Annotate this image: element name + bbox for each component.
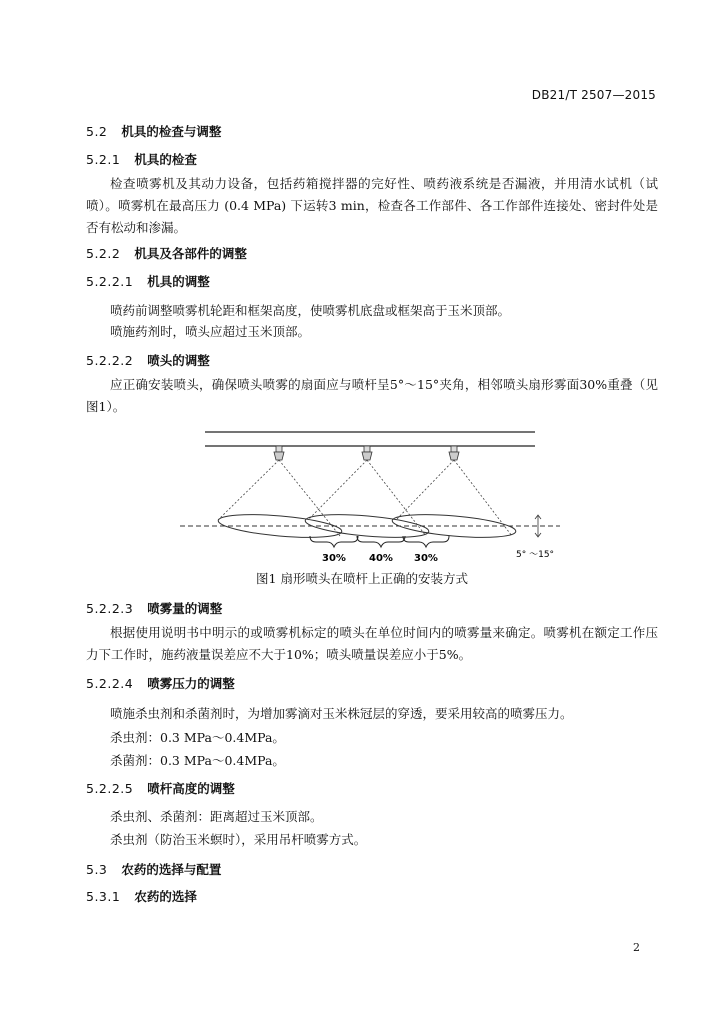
text-line: 喷施杀虫剂和杀菌剂时，为增加雾滴对玉米株冠层的穿透，要采用较高的喷雾压力。	[110, 706, 573, 721]
heading-title: 机具及各部件的调整	[134, 246, 247, 261]
heading-number: 5.2.2.3	[86, 601, 134, 616]
nozzle-right	[449, 446, 459, 460]
heading-title: 喷雾压力的调整	[147, 676, 235, 691]
heading-5-2-2-4	[86, 674, 235, 692]
paragraph-nozzle-adjust: 应正确安装喷头，确保喷头喷雾的扇面应与喷杆呈5°～15°夹角，相邻喷头扇形雾面30%重叠（见图1）。	[86, 377, 658, 414]
heading-5-2-2-3	[86, 599, 222, 617]
standard-code: DB21/T 2507—2015	[531, 88, 656, 102]
nozzle-middle	[362, 446, 372, 460]
heading-5-2-2-5	[86, 779, 235, 797]
heading-5-2	[86, 122, 221, 140]
heading-5-2-2-1	[86, 272, 210, 290]
text-line: 喷药前调整喷雾机轮距和框架高度，使喷雾机底盘或框架高于玉米顶部。	[110, 303, 511, 318]
heading-title: 农药的选择与配置	[121, 862, 222, 877]
page-number: 2	[633, 941, 640, 954]
heading-number: 5.2.2.2	[86, 353, 134, 368]
heading-5-3	[86, 860, 221, 878]
spray-fans	[218, 460, 512, 536]
heading-title: 喷杆高度的调整	[147, 781, 235, 796]
heading-title: 机具的检查与调整	[121, 124, 222, 139]
heading-number: 5.3	[86, 862, 108, 877]
label-middle-overlap: 40%	[369, 553, 393, 564]
heading-5-2-1	[86, 150, 197, 168]
figure-1-nozzle-diagram	[170, 424, 560, 574]
text-line: 杀虫剂：0.3 MPa～0.4MPa。	[110, 730, 285, 745]
heading-number: 5.2.2.1	[86, 274, 134, 289]
nozzle-left	[274, 446, 284, 460]
heading-5-2-2-2	[86, 351, 210, 369]
heading-number: 5.2.2	[86, 246, 121, 261]
heading-title: 机具的检查	[134, 152, 197, 167]
text-line: 杀虫剂、杀菌剂：距离超过玉米顶部。	[110, 809, 323, 824]
label-right-overlap: 30%	[414, 553, 438, 564]
heading-number: 5.3.1	[86, 889, 121, 904]
text-line: 杀菌剂：0.3 MPa～0.4MPa。	[110, 753, 285, 768]
heading-number: 5.2	[86, 124, 108, 139]
heading-5-3-1	[86, 887, 197, 905]
text-line: 杀虫剂（防治玉米螟时），采用吊杆喷雾方式。	[110, 832, 367, 847]
heading-number: 5.2.2.4	[86, 676, 134, 691]
heading-title: 农药的选择	[134, 889, 197, 904]
text-line: 喷施药剂时，喷头应超过玉米顶部。	[110, 324, 311, 339]
paragraph-machine-check: 检查喷雾机及其动力设备，包括药箱搅拌器的完好性、喷药液系统是否漏液，并用清水试机（试喷）。喷雾机在最高压力 (0.4 MPa) 下运转3 min，检查各工作部件、各工作部件连接处、密封件处是否有松动和渗漏。	[86, 176, 658, 235]
paragraph-spray-volume: 根据使用说明书中明示的或喷雾机标定的喷头在单位时间内的喷雾量来确定。喷雾机在额定工作压力下工作时，施药液量误差应不大于10%；喷头喷量误差应小于5%。	[86, 625, 658, 662]
heading-title: 喷雾量的调整	[147, 601, 223, 616]
label-left-overlap: 30%	[322, 553, 346, 564]
overlap-braces	[310, 536, 449, 547]
heading-title: 喷头的调整	[147, 353, 210, 368]
heading-number: 5.2.2.5	[86, 781, 134, 796]
angle-label: 5° ～15°	[516, 550, 555, 560]
heading-number: 5.2.1	[86, 152, 121, 167]
figure-1-caption: 图1 扇形喷头在喷杆上正确的安装方式	[256, 571, 468, 586]
heading-5-2-2	[86, 244, 247, 262]
heading-title: 机具的调整	[147, 274, 210, 289]
